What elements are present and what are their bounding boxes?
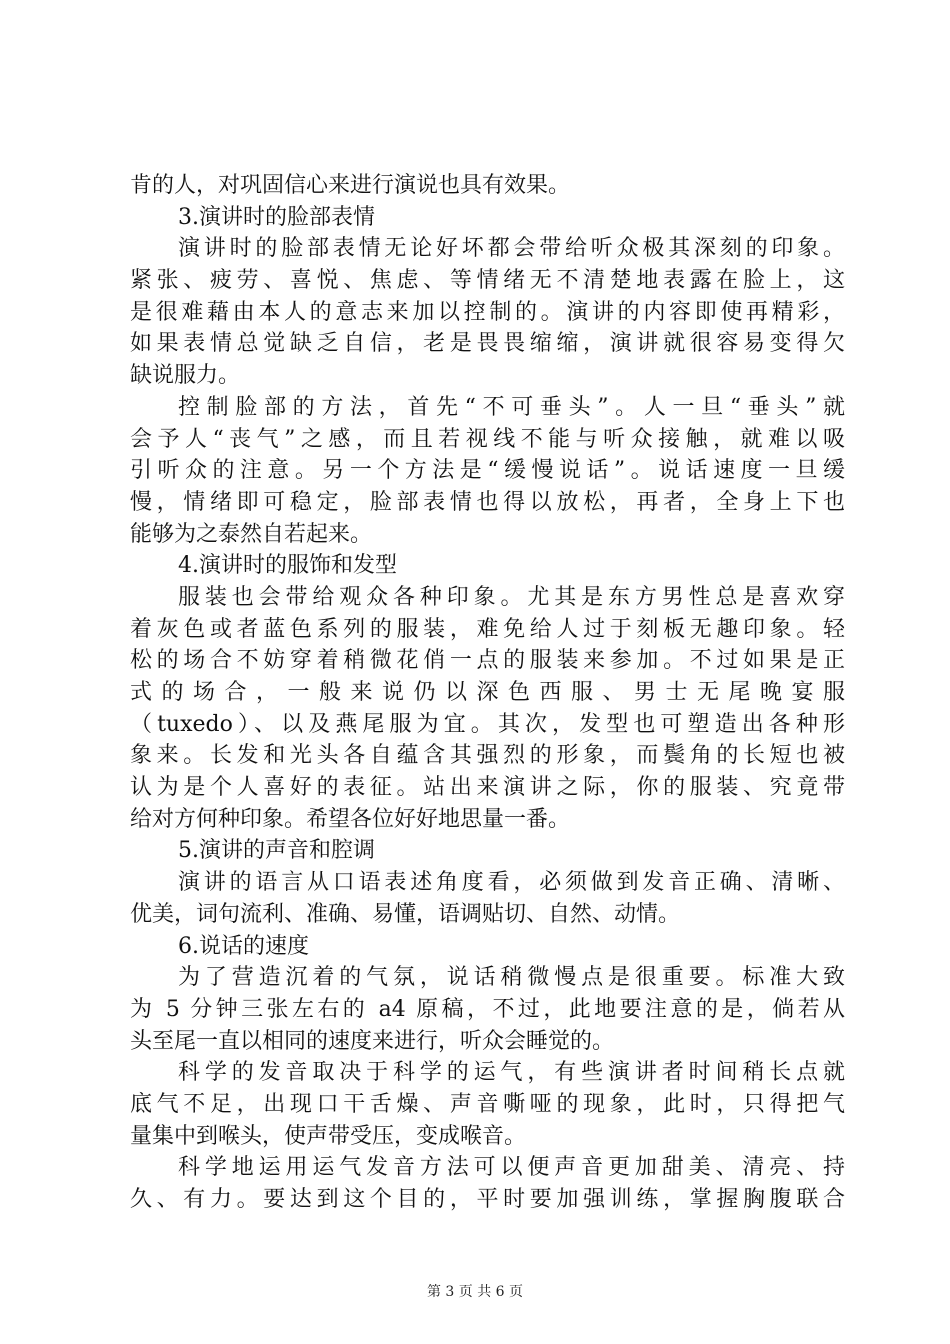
text-line: 缺说服力。 (130, 363, 241, 389)
text-line: 松的场合不妨穿着稍微花俏一点的服装来参加。不过如果是正 (130, 648, 845, 674)
text-line: 演讲时的脸部表情无论好坏都会带给听众极其深刻的印象。 (178, 236, 845, 262)
page-footer (0, 1282, 950, 1302)
text-line: 是很难藉由本人的意志来加以控制的。演讲的内容即使再精彩， (130, 299, 845, 325)
text-line: 会予人“丧气”之感，而且若视线不能与听众接触，就难以吸 (130, 426, 845, 452)
text-line: 为 5 分钟三张左右的 a4 原稿，不过，此地要注意的是，倘若从 (130, 996, 845, 1022)
text-line: 象来。长发和光头各自蕴含其强烈的形象，而鬓角的长短也被 (130, 743, 845, 769)
text-line: （tuxedo）、以及燕尾服为宜。其次，发型也可塑造出各种形 (130, 711, 845, 737)
text-line: 紧张、疲劳、喜悦、焦虑、等情绪无不清楚地表露在脸上，这 (130, 268, 845, 294)
text-line: 久、有力。要达到这个目的，平时要加强训练，掌握胸腹联合 (130, 1187, 845, 1212)
text-line: 底气不足，出现口干舌燥、声音嘶哑的现象，此时，只得把气 (130, 1091, 845, 1117)
page-number: 第 3 页 共 6 页 (426, 1284, 524, 1300)
text-line: 演讲的语言从口语表述角度看，必须做到发音正确、清晰、 (178, 870, 845, 896)
text-line: 肯的人，对巩固信心来进行演说也具有效果。 (130, 173, 571, 198)
text-line: 式的场合，一般来说仍以深色西服、男士无尾晚宴服 (130, 680, 845, 705)
text-line: 科学的发音取决于科学的运气，有些演讲者时间稍长点就 (178, 1060, 845, 1086)
text-line: 服装也会带给观众各种印象。尤其是东方男性总是喜欢穿 (178, 584, 845, 610)
text-line: 慢，情绪即可稳定，脸部表情也得以放松，再者，全身上下也 (130, 489, 845, 515)
text-line: 头至尾一直以相同的速度来进行，听众会睡觉的。 (130, 1028, 615, 1054)
text-line: 能够为之泰然自若起来。 (130, 521, 373, 547)
text-line: 优美，词句流利、准确、易懂，语调贴切、自然、动情。 (130, 901, 681, 927)
text-line: 量集中到喉头，使声带受压，变成喉音。 (130, 1123, 527, 1149)
text-line: 如果表情总觉缺乏自信，老是畏畏缩缩，演讲就很容易变得欠 (130, 331, 845, 357)
text-line: 6.说话的速度 (178, 933, 309, 959)
text-line: 给对方何种印象。希望各位好好地思量一番。 (130, 806, 571, 832)
text-line: 科学地运用运气发音方法可以便声音更加甜美、清亮、持 (178, 1155, 845, 1181)
text-line: 4.演讲时的服饰和发型 (178, 553, 397, 579)
text-line: 控制脸部的方法，首先“不可垂头”。人一旦“垂头”就 (178, 394, 845, 420)
text-line: 着灰色或者蓝色系列的服装，难免给人过于刻板无趣印象。轻 (130, 616, 845, 642)
document-body (130, 170, 845, 1216)
text-line: 为了营造沉着的气氛，说话稍微慢点是很重要。标准大致 (178, 965, 845, 991)
text-line: 引听众的注意。另一个方法是“缓慢说话”。说话速度一旦缓 (130, 458, 845, 484)
text-line: 认为是个人喜好的表征。站出来演讲之际，你的服装、究竟带 (130, 775, 845, 801)
text-line: 3.演讲时的脸部表情 (178, 204, 375, 230)
text-line: 5.演讲的声音和腔调 (178, 838, 375, 864)
